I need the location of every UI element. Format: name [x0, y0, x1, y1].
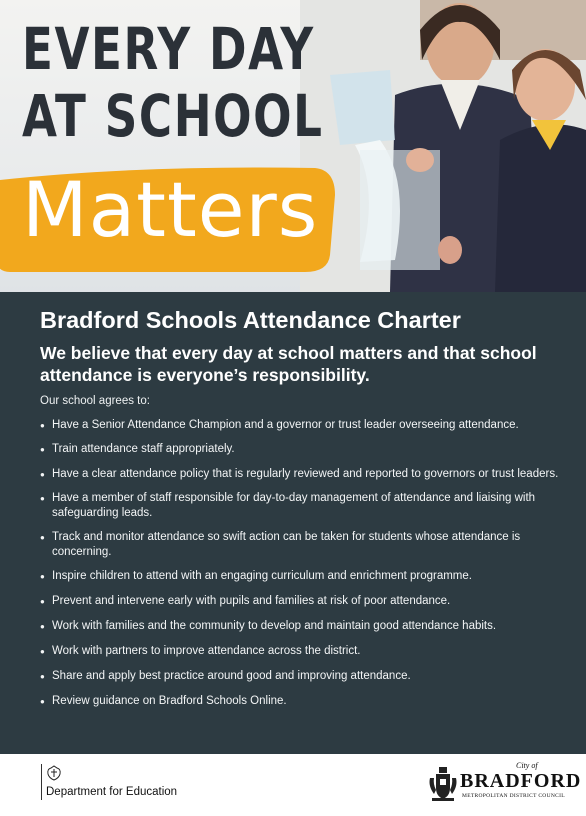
headline-line-1: EVERY DAY — [22, 15, 315, 83]
headline-line-2: AT SCHOOL — [22, 82, 324, 150]
list-item: ● Prevent and intervene early with pupils and families at risk of poor attendance. — [40, 594, 560, 609]
list-item: ● Share and apply best practice around good and improving attendance. — [40, 669, 560, 684]
footer-logos — [0, 754, 586, 816]
list-item: ● Work with families and the community to develop and maintain good attendance habits. — [40, 619, 560, 634]
council-city-of: City of — [516, 761, 538, 770]
charter-subtitle: We believe that every day at school matters and that school attendance is everyone’s responsibility. — [40, 343, 537, 385]
matters-word: Matters — [22, 165, 319, 254]
charter-intro: Our school agrees to: — [40, 395, 150, 407]
children-pouring-water-photo — [300, 0, 586, 292]
list-item: ● Inspire children to attend with an engaging curriculum and enrichment programme. — [40, 569, 560, 584]
list-item: ● Have a member of staff responsible for day-to-day management of attendance and liaising with safeguarding leads. — [40, 491, 560, 521]
charter-commitments-list — [40, 418, 560, 709]
hero-section — [0, 0, 586, 292]
list-item: ● Track and monitor attendance so swift action can be taken for students whose attendance is concerning. — [40, 530, 560, 560]
royal-crest-icon — [45, 765, 63, 781]
list-item: ● Have a Senior Attendance Champion and a governor or trust leader overseeing attendance. — [40, 418, 560, 433]
charter-title: Bradford Schools Attendance Charter — [40, 307, 461, 333]
council-name: BRADFORD — [460, 770, 582, 792]
list-item: ● Work with partners to improve attendance across the district. — [40, 644, 560, 659]
dfe-label: Department for Education — [46, 786, 178, 798]
charter-panel — [0, 292, 586, 754]
bradford-coat-of-arms-icon — [428, 764, 458, 802]
list-item: ● Review guidance on Bradford Schools Online. — [40, 694, 560, 709]
list-item: ● Have a clear attendance policy that is regularly reviewed and reported to governors or trust leaders. — [40, 467, 560, 482]
dfe-logo-rule — [41, 764, 42, 800]
list-item: ● Train attendance staff appropriately. — [40, 442, 560, 457]
bradford-council-logo — [428, 758, 582, 808]
council-subtitle: METROPOLITAN DISTRICT COUNCIL — [462, 793, 565, 799]
